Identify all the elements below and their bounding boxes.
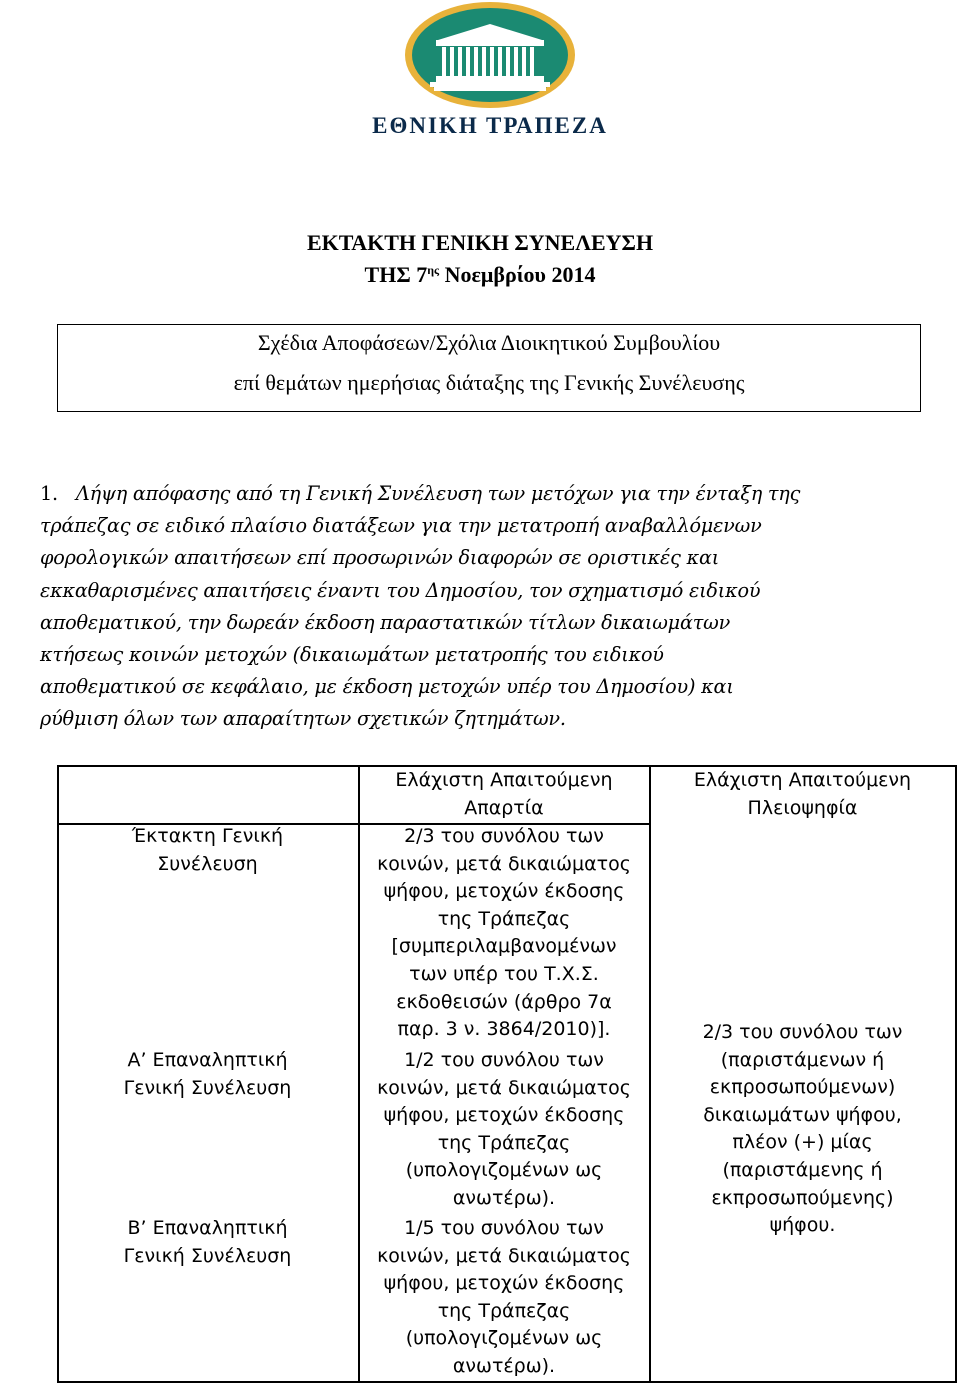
document-date: ΤΗΣ $7^{\eta\varsigma}$ Νοεμβρίου 2014 (364, 262, 596, 287)
bank-logo (350, 0, 630, 150)
agenda-item-line: εκκαθαρισμένες απαιτήσεις έναντι του Δημοσίου, τον σχηματισμό ειδικού (40, 578, 761, 602)
quorum-extraordinary: 2/3 του συνόλου των κοινών, μετά δικαιώματος ψήφου, μετοχών έκδοσης της Τράπεζας [συμπεριλαμβανομένων των υπέρ του Τ.Χ.Σ. εκδοθεισών (άρθρο 7α παρ. 3 ν. 3864/2010)]. (377, 825, 631, 1041)
majority-requirement: 2/3 του συνόλου των (παριστάμενων ή εκπροσωπούμενων) δικαιωμάτων ψήφου, πλέον (+) μίας (παριστάμενης ή εκπροσωπούμενης) ψήφου. (702, 1021, 903, 1237)
agenda-item-line: 1. Λήψη απόφασης από τη Γενική Συνέλευση των μετόχων για την ένταξη της (40, 482, 801, 505)
quorum-first-repeat: 1/2 του συνόλου των κοινών, μετά δικαιώματος ψήφου, μετοχών έκδοσης της Τράπεζας (υπολογιζομένων ως ανωτέρω). (377, 1049, 631, 1209)
agenda-item-line: τράπεζας σε ειδικό πλαίσιο διατάξεων για την μετατροπή αναβαλλόμενων (40, 514, 762, 538)
agenda-item-line: αποθεματικού σε κεφάλαιο, με έκδοση μετοχών υπέρ του Δημοσίου) και (40, 675, 734, 699)
meeting-type-extraordinary: Έκτακτη Γενική Συνέλευση (131, 825, 284, 875)
agenda-item-line: ρύθμιση όλων των απαραίτητων σχετικών ζητημάτων. (40, 707, 566, 731)
quorum-second-repeat: 1/5 του συνόλου των κοινών, μετά δικαιώματος ψήφου, μετοχών έκδοσης της Τράπεζας (υπολογιζομένων ως ανωτέρω). (377, 1217, 631, 1377)
document-title: ΕΚΤΑΚΤΗ ΓΕΝΙΚΗ ΣΥΝΕΛΕΥΣΗ (306, 230, 654, 255)
section-heading-line-1: Σχέδια Αποφάσεων/Σχόλια Διοικητικού Συμβουλίου (257, 330, 721, 355)
meeting-type-first-repeat: Α’ Επαναληπτική Γενική Συνέλευση (123, 1049, 292, 1099)
agenda-item (40, 478, 910, 736)
bank-building-icon (350, 0, 630, 112)
quorum-table (57, 765, 957, 1383)
agenda-item-line: αποθεματικού, την δωρεάν έκδοση παραστατικών τίτλων δικαιωμάτων (40, 610, 731, 634)
section-heading-box (57, 324, 921, 412)
meeting-type-second-repeat: Β’ Επαναληπτική Γενική Συνέλευση (123, 1217, 292, 1267)
bank-name: ΕΘΝΙΚΗ ΤΡΑΠΕΖΑ (372, 113, 608, 138)
agenda-item-line: φορολογικών απαιτήσεων επί προσωρινών διαφορών σε οριστικές και (40, 546, 720, 570)
agenda-item-line: κτήσεως κοινών μετοχών (δικαιωμάτων μετατροπής του ειδικού (40, 643, 664, 667)
majority-header: Ελάχιστη Απαιτούμενη Πλειοψηφία (693, 769, 912, 819)
section-heading-line-2: επί θεμάτων ημερήσιας διάταξης της Γενικής Συνέλευσης (233, 370, 745, 395)
quorum-header: Ελάχιστη Απαιτούμενη Απαρτία (395, 769, 613, 819)
agenda-item-number: 1. (40, 482, 58, 505)
